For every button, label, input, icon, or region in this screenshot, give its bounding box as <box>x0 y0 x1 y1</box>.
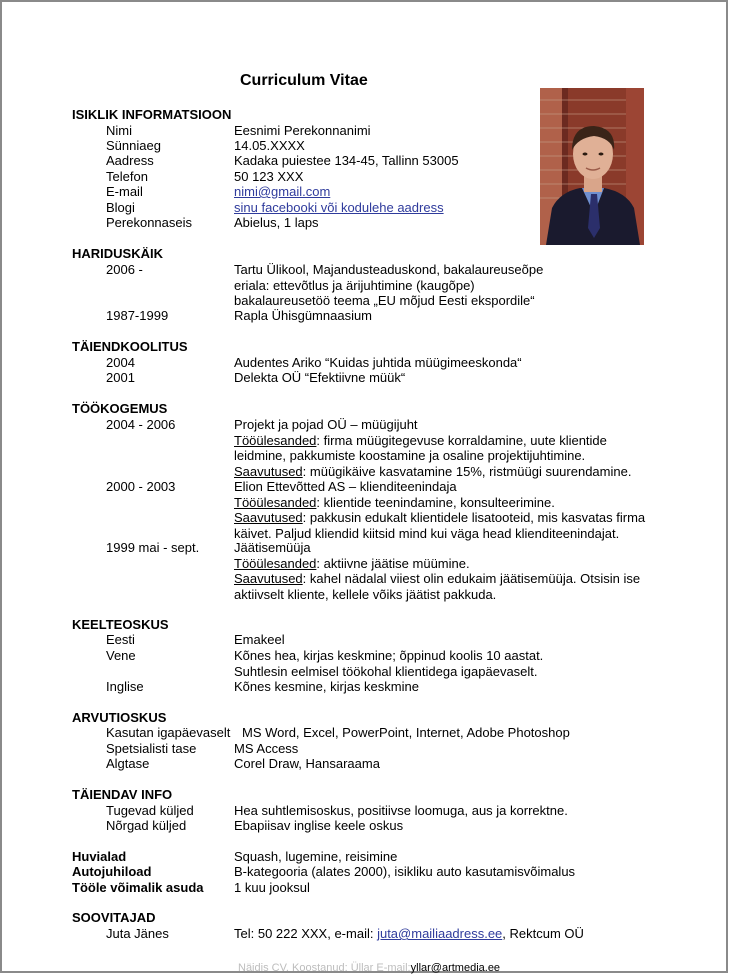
license-label: Autojuhiload <box>72 864 152 879</box>
computer-value: Corel Draw, Hansaraama <box>234 756 380 771</box>
job-duties-text: leidmine, pakkumiste koostamine ja osaline projektijuhtimine. <box>234 448 586 463</box>
education-line: Rapla Ühisgümnaasium <box>234 308 373 323</box>
reference-contact <box>234 926 584 942</box>
hobbies-label: Huvialad <box>72 849 127 864</box>
job-achievements-text: : kahel nädalal viiest olin edukaim jäätisemüüja. Otsisin ise <box>302 571 641 586</box>
profile-photo <box>540 88 644 245</box>
section-heading-education: HARIDUSKÄIK <box>72 246 163 261</box>
reference-name: Juta Jänes <box>106 926 169 941</box>
personal-email-link[interactable]: nimi@gmail.com <box>234 184 331 199</box>
duties-label: Tööülesanded <box>234 555 317 571</box>
job-position: Elion Ettevõtted AS – klienditeenindaja <box>234 479 457 494</box>
section-heading-computer: ARVUTIOSKUS <box>72 710 167 725</box>
job-position: Projekt ja pojad OÜ – müügijuht <box>234 417 418 432</box>
training-period: 2004 <box>106 355 135 370</box>
computer-label: Algtase <box>106 756 150 771</box>
reference-company: , Rektcum OÜ <box>502 926 584 941</box>
section-heading-languages: KEELTEOSKUS <box>72 617 169 632</box>
availability-value: 1 kuu jooksul <box>234 880 310 895</box>
additional-value: Ebapiisav inglise keele oskus <box>234 818 404 833</box>
education-line: eriala: ettevõtlus ja ärijuhtimine (kaugõpe) <box>234 277 475 293</box>
language-label: Vene <box>106 648 136 663</box>
computer-label: Kasutan igapäevaselt <box>106 725 231 740</box>
job-entry <box>234 540 640 602</box>
job-position: Jäätisemüüja <box>234 540 311 555</box>
reference-email-link[interactable]: juta@mailiaadress.ee <box>377 926 503 941</box>
language-line: Suhtlesin eelmisel töökohal klientidega igapäevaselt. <box>234 663 538 679</box>
job-achievements-text: käivet. Paljud kliendid kiitsid mind kui väga head klienditeenindajat. <box>234 525 620 541</box>
personal-blog-link[interactable]: sinu facebooki või kodulehe aadress <box>234 200 444 215</box>
license-value: B-kategooria (alates 2000), isikliku auto kasutamisvõimalus <box>234 864 576 879</box>
footer-email[interactable]: yllar@artmedia.ee <box>410 962 501 974</box>
training-text: Audentes Ariko “Kuidas juhtida müügimeeskonda“ <box>234 355 522 370</box>
job-period: 2004 - 2006 <box>106 417 176 432</box>
language-label: Inglise <box>106 679 144 694</box>
page-title: Curriculum Vitae <box>240 72 368 89</box>
section-heading-additional: TÄIENDAV INFO <box>72 787 173 802</box>
language-level: Emakeel <box>234 632 285 647</box>
education-period: 1987-1999 <box>106 308 169 323</box>
footer-text: Näidis CV. Koostanud: Üllar E-mail: <box>238 962 411 974</box>
hobbies-value: Squash, lugemine, reisimine <box>234 849 398 864</box>
job-achievements-text: aktiivselt kliente, kellele võiks jäätist pakkuda. <box>234 586 497 602</box>
personal-label-phone: Telefon <box>106 169 148 184</box>
computer-label: Spetsialisti tase <box>106 741 197 756</box>
additional-label: Tugevad küljed <box>106 803 194 818</box>
section-heading-experience: TÖÖKOGEMUS <box>72 401 168 416</box>
reference-phone: Tel: 50 222 XXX, e-mail: <box>234 926 378 941</box>
personal-value-address: Kadaka puiestee 134-45, Tallinn 53005 <box>234 153 459 168</box>
education-entry <box>234 262 543 309</box>
training-period: 2001 <box>106 370 135 385</box>
personal-label-address: Aadress <box>106 153 154 168</box>
availability-label: Tööle võimalik asuda <box>72 880 204 895</box>
education-line: bakalaureusetöö teema „EU mõjud Eesti ekspordile“ <box>234 293 535 308</box>
personal-value-phone: 50 123 XXX <box>234 169 304 184</box>
job-duties-text: : firma müügitegevuse korraldamine, uute klientide <box>316 432 607 448</box>
education-period: 2006 - <box>106 262 143 277</box>
achievements-label: Saavutused <box>234 571 303 586</box>
achievements-label: Saavutused <box>234 510 303 525</box>
achievements-label: Saavutused <box>234 463 303 479</box>
personal-value-birthdate: 14.05.XXXX <box>234 138 305 153</box>
language-level <box>234 648 543 679</box>
job-period: 2000 - 2003 <box>106 479 176 494</box>
personal-label-birthdate: Sünniaeg <box>106 138 161 153</box>
personal-label-name: Nimi <box>106 123 132 138</box>
job-duties-text: : aktiivne jäätise müümine. <box>316 555 470 571</box>
job-achievements-text: : pakkusin edukalt klientidele lisatooteid, mis kasvatas firma <box>302 510 646 525</box>
job-achievements-text: : müügikäive kasvatamine 15%, ristmüügi suurendamine. <box>302 463 632 479</box>
personal-label-marital: Perekonnaseis <box>106 215 192 230</box>
job-entry <box>234 417 631 479</box>
language-level: Kõnes kesmine, kirjas keskmine <box>234 679 419 694</box>
job-period: 1999 mai - sept. <box>106 540 200 555</box>
training-text: Delekta OÜ “Efektiivne müük“ <box>234 370 406 385</box>
job-entry <box>234 479 645 541</box>
education-line: Tartu Ülikool, Majandusteaduskond, bakalaureuseõpe <box>234 262 544 277</box>
language-label: Eesti <box>106 632 135 647</box>
computer-value: MS Access <box>234 741 299 756</box>
personal-value-marital: Abielus, 1 laps <box>234 215 319 230</box>
duties-label: Tööülesanded <box>234 494 317 510</box>
personal-label-email: E-mail <box>106 184 143 199</box>
section-heading-training: TÄIENDKOOLITUS <box>72 339 188 354</box>
additional-label: Nõrgad küljed <box>106 818 187 833</box>
computer-value: MS Word, Excel, PowerPoint, Internet, Adobe Photoshop <box>242 725 570 740</box>
personal-value-name: Eesnimi Perekonnanimi <box>234 123 371 138</box>
section-heading-references: SOOVITAJAD <box>72 910 156 925</box>
section-heading-personal: ISIKLIK INFORMATSIOON <box>72 107 232 122</box>
duties-label: Tööülesanded <box>234 432 317 448</box>
personal-label-blog: Blogi <box>106 200 135 215</box>
additional-value: Hea suhtlemisoskus, positiivse loomuga, aus ja korrektne. <box>234 803 568 818</box>
language-line: Kõnes hea, kirjas keskmine; õppinud koolis 10 aastat. <box>234 648 544 663</box>
footer-note <box>238 962 500 974</box>
job-duties-text: : klientide teenindamine, konsulteerimine. <box>316 494 555 510</box>
